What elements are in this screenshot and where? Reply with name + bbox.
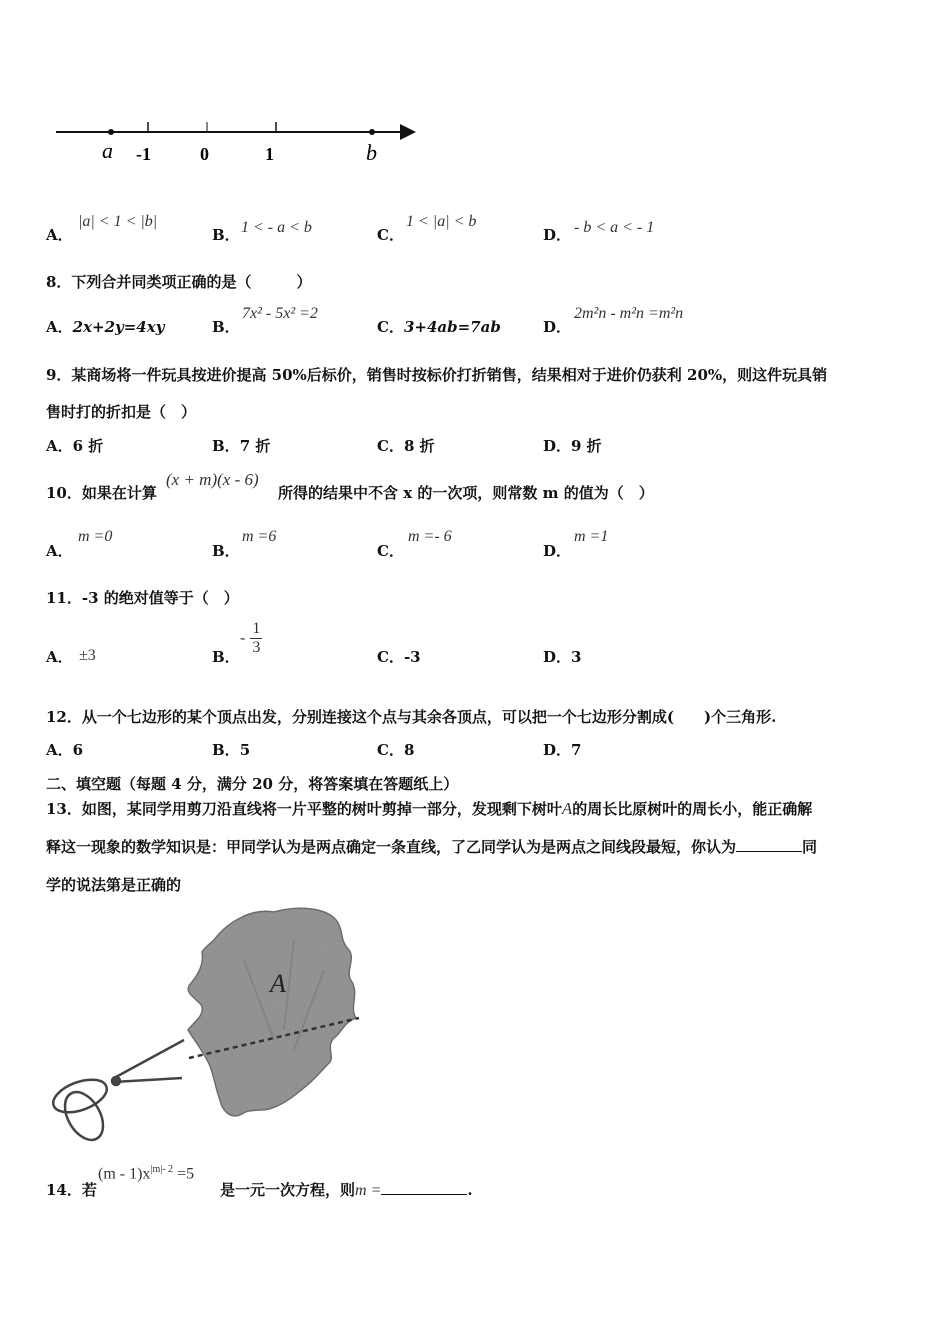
q10-suffix: 所得的结果中不含 x 的一次项，则常数 m 的值为（ ）	[278, 484, 654, 502]
q14-prefix: 14．若	[46, 1181, 97, 1199]
point-a	[108, 129, 114, 135]
label-a: a	[102, 138, 113, 163]
q10-option-b-expr: m =6	[242, 528, 277, 545]
q12-option-d[interactable]: D．7	[543, 741, 582, 759]
q14-answer-blank[interactable]	[381, 1180, 467, 1195]
q10-option-d-expr: m =1	[574, 528, 609, 545]
q7-option-a-expr: |a| < 1 < |b|	[78, 213, 158, 230]
arrow-head-icon	[400, 124, 416, 140]
label-0: 0	[200, 144, 209, 164]
q9-stem-line2: 售时打的折扣是（ ）	[46, 403, 197, 421]
fraction: $\frac{1}{3}$	[252, 620, 261, 656]
q10-expr: (x + m)(x - 6)	[166, 470, 259, 489]
q14-mid: 是一元一次方程，则m = .	[220, 1181, 473, 1199]
q8-stem: 8．下列合并同类项正确的是（ ）	[46, 273, 312, 291]
q14-expr: $(m - 1)x^{|m|- 2} =5$	[98, 1164, 195, 1183]
q11-option-a[interactable]: A．	[46, 648, 73, 666]
q7-option-b[interactable]: B．	[212, 226, 240, 244]
number-line	[50, 112, 430, 172]
q13-answer-blank[interactable]	[736, 837, 802, 852]
point-b	[369, 129, 375, 135]
q11-option-a-expr: ±3	[79, 647, 96, 664]
q9-option-d[interactable]: D．9 折	[543, 437, 602, 455]
q8-option-c[interactable]: C．3+4ab=7ab	[377, 318, 501, 336]
q10-prefix: 10．如果在计算	[46, 484, 157, 502]
q11-option-b-expr: - $\frac{1}{3}$	[240, 620, 261, 656]
q13-line2: 释这一现象的数学知识是：甲同学认为是两点确定一条直线，了乙同学认为是两点之间线段最短，你认为 同	[46, 838, 818, 856]
q11-option-d[interactable]: D．3	[543, 648, 582, 666]
q11-option-c[interactable]: C．-3	[377, 648, 421, 666]
q9-option-c[interactable]: C．8 折	[377, 437, 435, 455]
leaf-shape	[188, 908, 356, 1116]
q10-option-c[interactable]: C．	[377, 542, 404, 560]
q8-option-d-expr: 2m²n - m²n =m²n	[574, 305, 684, 322]
leaf-label-a: A	[270, 969, 286, 998]
leaf-scissors-figure	[44, 900, 374, 1145]
q12-stem: 12．从一个七边形的某个顶点出发，分别连接这个点与其余各顶点，可以把一个七边形分割成( )个三角形.	[46, 708, 777, 726]
q7-option-c-expr: 1 < |a| < b	[406, 213, 477, 230]
q7-option-c[interactable]: C．	[377, 226, 404, 244]
q13-line1: 13．如图，某同学用剪刀沿直线将一片平整的树叶剪掉一部分，发现剩下树叶A的周长比原树叶的周长小，能正确解	[46, 799, 813, 818]
q10-option-d[interactable]: D．	[543, 542, 572, 560]
q10-option-b[interactable]: B．	[212, 542, 240, 560]
q7-option-a[interactable]: A．	[46, 226, 73, 244]
q7-option-d-expr: - b < a < - 1	[574, 219, 655, 236]
label-b: b	[366, 140, 377, 165]
label-minus-1: -1	[136, 144, 151, 164]
label-1: 1	[265, 144, 274, 164]
q10-option-c-expr: m =- 6	[408, 528, 452, 545]
q8-option-a[interactable]: A．2x+2y=4xy	[46, 318, 165, 336]
q8-option-d[interactable]: D．	[543, 318, 572, 336]
q13-line3: 学的说法第是正确的	[46, 876, 182, 894]
q9-option-b[interactable]: B．7 折	[212, 437, 271, 455]
q11-option-b[interactable]: B．	[212, 648, 240, 666]
q9-option-a[interactable]: A．6 折	[46, 437, 104, 455]
q7-option-b-expr: 1 < - a < b	[241, 219, 312, 236]
q8-option-b[interactable]: B．	[212, 318, 240, 336]
q12-option-b[interactable]: B．5	[212, 741, 251, 759]
q12-option-a[interactable]: A．6	[46, 741, 84, 759]
q11-stem: 11．-3 的绝对值等于（ ）	[46, 589, 239, 607]
q8-option-b-expr: 7x² - 5x² =2	[242, 305, 318, 322]
q7-option-d[interactable]: D．	[543, 226, 572, 244]
section-heading: 二、填空题（每题 4 分，满分 20 分，将答案填在答题纸上）	[46, 775, 459, 793]
scissors-icon	[49, 1040, 184, 1145]
q9-stem-line1: 9．某商场将一件玩具按进价提高 50%后标价，销售时按标价打折销售，结果相对于进价仍获利 20%，则这件玩具销	[46, 366, 828, 384]
q10-option-a[interactable]: A．	[46, 542, 73, 560]
q10-option-a-expr: m =0	[78, 528, 113, 545]
q12-option-c[interactable]: C．8	[377, 741, 415, 759]
